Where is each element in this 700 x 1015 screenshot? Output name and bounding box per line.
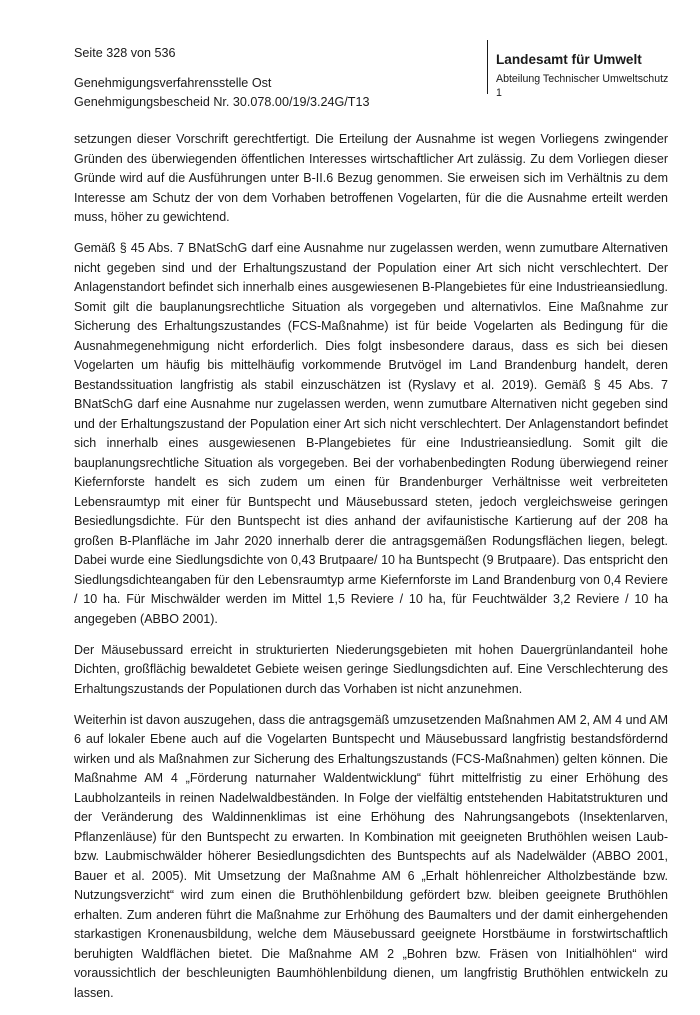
authority-block	[487, 40, 676, 99]
paragraph: Gemäß § 45 Abs. 7 BNatSchG darf eine Ausnahme nur zugelassen werden, wenn zumutbare Alternativen nicht gegeben sind und der Erhaltungszustand der Population einer Art sich nicht verschlechtert. Der Anlagenstandort befindet sich innerhalb eines ausgewiesenen B-Plangebietes für eine Industrieansiedlung. Somit gilt die bauplanungsrechtliche Situation als vorgegeben und alternativlos. Eine Maßnahme zur Sicherung des Erhaltungszustandes (FCS-Maßnahme) ist für beide Vogelarten als Bedingung für die Ausnahmegenehmigung nicht erforderlich. Dies folgt insbesondere daraus, dass es sich bei diesen Vogelarten um häufig bis mittelhäufig vorkommende Brutvögel im Land Brandenburg handelt, deren Bestandssituation langfristig als stabil einzuschätzen ist (Ryslavy et al. 2019). Gemäß § 45 Abs. 7 BNatSchG darf eine Ausnahme nur zugelassen werden, wenn zumutbare Alternativen nicht gegeben sind und der Erhaltungszustand der Population einer Art sich nicht verschlechtert. Der Anlagenstandort befindet sich innerhalb eines ausgewiesenen B-Plangebietes für eine Industrieansiedlung. Somit gilt die bauplanungsrechtliche Situation als vorgegeben. Bei der vorhabenbedingten Rodung überwiegend reiner Kiefernforste handelt es sich zudem um einen für Brandenburger Verhältnisse weit verbreiteten Lebensraumtyp mit einer für Buntspecht und Mäusebussard steten, jedoch vergleichsweise geringen Besiedlungsdichte. Für den Buntspecht ist dies anhand der avifaunistische Kartierung auf der 208 ha großen B-Planfläche im Jahr 2020 innerhalb derer die antragsgemäßen Rodungsflächen liegen, belegt. Dabei wurde eine Siedlungsdichte von 0,43 Brutpaare/ 10 ha Buntspecht (9 Brutpaare). Das entspricht den Siedlungsdichteangaben für den Lebensraumtyp arme Kiefernforste im Land Brandenburg von 0,4 Reviere / 10 ha. Für Mischwälder werden im Mittel 1,5 Reviere / 10 ha, für Feuchtwälder 3,2 Reviere / 10 ha angegeben (ABBO 2001).	[74, 241, 668, 626]
paragraph: Der Mäusebussard erreicht in strukturierten Niederungsgebieten mit hohen Dauergrünlandanteil hohe Dichten, großflächig bewaldetet Gebiete weisen geringe Siedlungsdichten auf. Eine Verschlechterung des Erhaltungszustands der Populationen durch das Vorhaben ist nicht anzunehmen.	[74, 642, 668, 696]
permit-number: Genehmigungsbescheid Nr. 30.078.00/19/3.24G/T13	[74, 95, 370, 109]
document-body	[74, 130, 668, 1015]
department-name: Abteilung Technischer Umweltschutz 1	[496, 73, 669, 99]
document-header	[74, 44, 369, 112]
paragraph: setzungen dieser Vorschrift gerechtfertigt. Die Erteilung der Ausnahme ist wegen Vorliegens zwingender Gründen des überwiegenden öffentlichen Interesses wirtschaftlicher Art zulässig. Zu dem Vorliegen dieser Gründe wird auf die Ausführungen unter B-II.6 Bezug genommen. Sie erweisen sich im Verhältnis zu dem Interesse am Schutz der von dem Vorhaben betroffenen Vogelarten, für die die Ausnahme erteilt werden muss, höher zu gewichtend.	[74, 132, 668, 224]
issuing-office: Genehmigungsverfahrensstelle Ost	[74, 76, 272, 90]
paragraph: Weiterhin ist davon auszugehen, dass die antragsgemäß umzusetzenden Maßnahmen AM 2, AM 4 und AM 6 auf lokaler Ebene auch auf die Vogelarten Buntspecht und Mäusebussard langfristig bestandsfördernd wirken und als Maßnahmen zur Sicherung des Erhaltungszustands (FCS-Maßnahmen) gelten können. Die Maßnahme AM 4 „Förderung naturnaher Waldentwicklung“ führt mittelfristig zu einer Erhöhung des Laubholzanteils in reinen Nadelwaldbeständen. In Folge der vielfältig entstehenden Habitatstrukturen und der Veränderung des Waldinnenklimas ist eine Erhöhung des Nahrungsangebots (Insektenlarven, Pflanzenläuse) für den Buntspecht zu erwarten. In Kombination mit geeigneten Bruthöhlen weisen Laub- bzw. Laubmischwälder höherer Besiedlungsdichten des Buntspechts auf als Nadelwälder (ABBO 2001, Bauer et al. 2005). Mit Umsetzung der Maßnahme AM 6 „Erhalt höhlenreicher Altholzbestände bzw. Nutzungsverzicht“ wird zum einen die Bruthöhlenbildung gefördert bzw. bleiben geeignete Bruthöhlen erhalten. Zum anderen führt die Maßnahme zur Erhöhung des Baumalters und der damit einhergehenden starkastigen Kronenausbildung, welche dem Mäusebussard geeignete Horstbäume in forstwirtschaftlich beruhigten Waldflächen bietet. Die Maßnahme AM 2 „Bohren bzw. Fräsen von Initialhöhlen“ wird voraussichtlich der beschleunigten Baumhöhlenbildung dienen, um langfristig Bruthöhlen entwickeln zu lassen.	[74, 712, 668, 1000]
page-number: Seite 328 von 536	[74, 46, 176, 60]
authority-name: Landesamt für Umwelt	[496, 52, 642, 67]
